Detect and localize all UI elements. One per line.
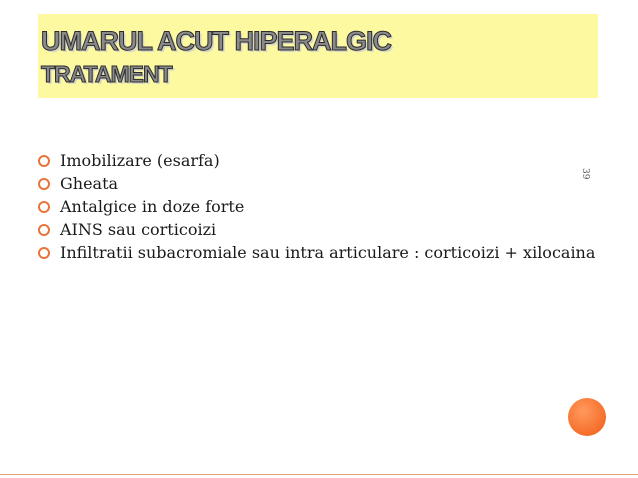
- slide-title: UMARUL ACUT HIPERALGIC: [41, 26, 391, 56]
- bullet-list: [38, 150, 598, 265]
- list-item: [38, 219, 598, 241]
- list-item: [38, 242, 598, 264]
- circle-bullet-icon: [38, 201, 50, 213]
- page-number: 39: [580, 168, 590, 180]
- circle-bullet-icon: [38, 247, 50, 259]
- slide-subtitle: TRATAMENT: [41, 61, 172, 88]
- circle-bullet-icon: [38, 224, 50, 236]
- list-item: [38, 150, 598, 172]
- list-item-text: AINS sau corticoizi: [60, 220, 217, 239]
- list-item: [38, 173, 598, 195]
- list-item: [38, 196, 598, 218]
- list-item-text: Gheata: [60, 174, 119, 193]
- list-item-text: Antalgice in doze forte: [60, 197, 245, 216]
- title-box: [38, 14, 598, 98]
- circle-bullet-icon: [38, 155, 50, 167]
- decorative-orange-circle: [568, 398, 606, 436]
- bottom-divider: [0, 474, 638, 475]
- list-item-text: Imobilizare (esarfa): [60, 151, 220, 170]
- list-item-text: Infiltratii subacromiale sau intra articulare : corticoizi + xilocaina: [60, 243, 596, 262]
- circle-bullet-icon: [38, 178, 50, 190]
